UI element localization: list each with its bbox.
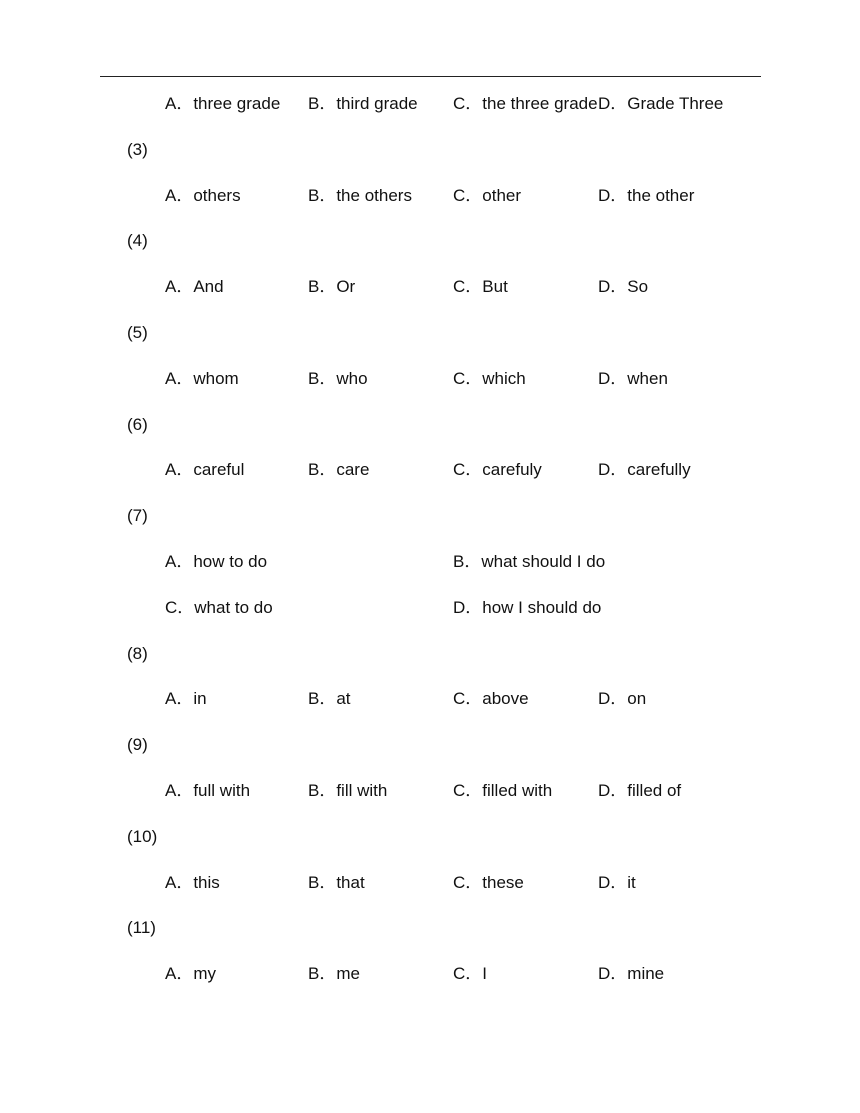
answer-option: B．fill with — [308, 781, 388, 800]
question-number: (5) — [127, 323, 148, 342]
answer-option: B．the others — [308, 185, 412, 205]
answer-option: A．careful — [165, 460, 245, 480]
answer-option: D．filled of — [598, 781, 682, 800]
answer-option: C．But — [453, 277, 508, 297]
answer-option: C．these — [453, 872, 524, 892]
question-number: (10) — [127, 826, 158, 846]
answer-option: C．above — [453, 689, 529, 709]
answer-option: D．on — [598, 689, 647, 709]
answer-option: A．how to do — [165, 552, 268, 571]
answer-option: B．who — [308, 368, 368, 388]
answer-option: A．others — [165, 185, 241, 205]
answer-option: A．three grade — [165, 94, 281, 113]
answer-option: B．at — [308, 689, 351, 709]
answer-option: C．filled with — [453, 781, 553, 800]
question-number: (7) — [127, 506, 148, 526]
answer-option: A．this — [165, 872, 220, 892]
answer-option: D．So — [598, 277, 649, 297]
answer-option: C．what to do — [165, 597, 273, 617]
answer-option: A．in — [165, 689, 207, 709]
answer-option: B．Or — [308, 277, 356, 297]
answer-option: C．carefuly — [453, 460, 542, 480]
answer-option: B．third grade — [308, 94, 418, 113]
question-number: (6) — [127, 414, 148, 434]
answer-option: B．me — [308, 964, 360, 984]
answer-option: C．other — [453, 185, 522, 205]
answer-option: A．full with — [165, 781, 251, 800]
answer-option: C．which — [453, 368, 526, 388]
answer-option: D．mine — [598, 964, 665, 984]
question-number: (8) — [127, 643, 148, 663]
question-number: (3) — [127, 139, 148, 159]
answer-option: A．And — [165, 277, 224, 297]
answer-option: A．whom — [165, 368, 239, 388]
answer-option: B．what should I do — [453, 552, 606, 571]
answer-option: C．the three grade — [453, 94, 598, 113]
answer-option: D．carefully — [598, 460, 691, 480]
answer-option: D．it — [598, 872, 636, 892]
question-number: (4) — [127, 231, 148, 251]
answer-option: B．care — [308, 460, 370, 480]
header-rule — [100, 76, 761, 77]
answer-option: B．that — [308, 872, 365, 892]
question-number: (11) — [127, 918, 156, 938]
question-number: (9) — [127, 735, 148, 755]
answer-option: D．how I should do — [453, 597, 602, 617]
answer-option: D．the other — [598, 185, 695, 205]
answer-option: D．Grade Three — [598, 94, 724, 113]
answer-option: A．my — [165, 964, 216, 984]
answer-option: C．I — [453, 964, 487, 984]
answer-option: D．when — [598, 368, 668, 388]
